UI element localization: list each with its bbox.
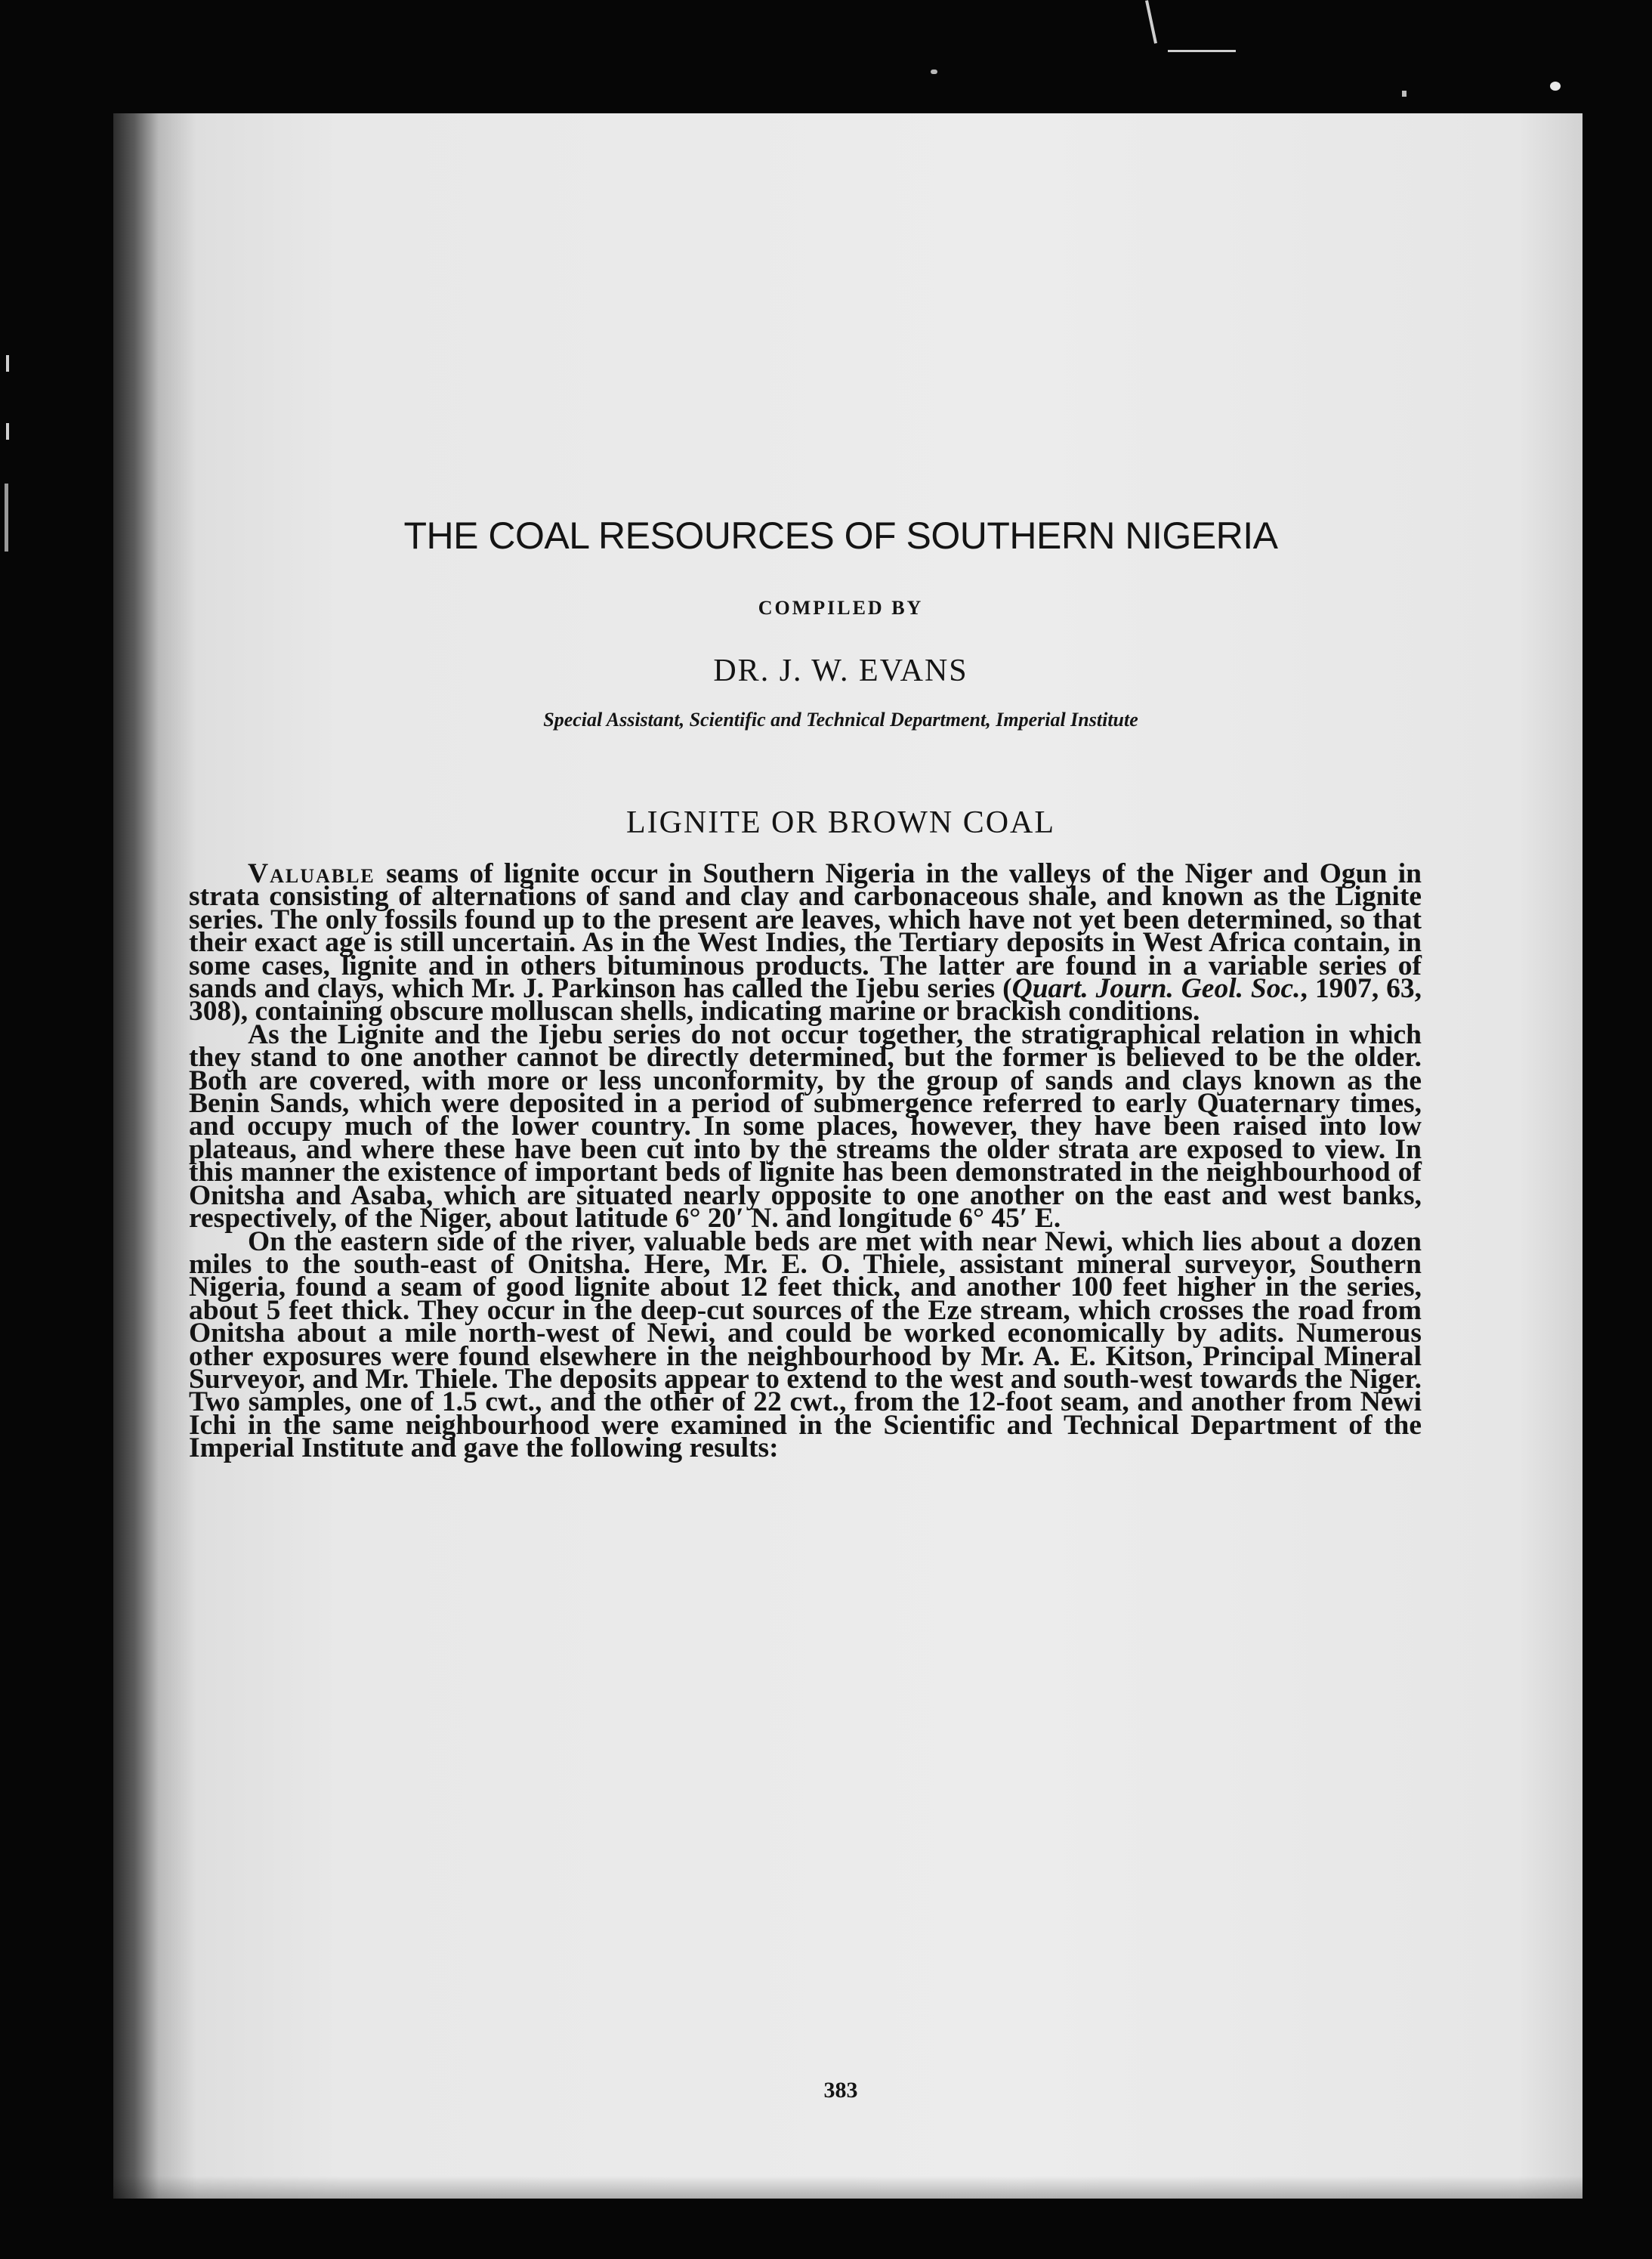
paragraph-3: On the eastern side of the river, valuable beds are met with near Newi, which lies about a dozen miles to the south-east of Onitsha. Here, Mr. E. O. Thiele, assistant mineral surveyor, Southern Nigeria, found a seam of good lignite about 12 feet thick, and another 100 feet higher in the series, about 5 feet thick. They occur in the deep-cut sources of the Eze stream, which crosses the road from Onitsha about a mile north-west of Newi, and could be worked economically by adits. Numerous other exposures were found elsewhere in the neighbourhood by Mr. A. E. Kitson, Principal Mineral Surveyor, and Mr. Thiele. The deposits appear to extend to the west and south-west towards the Niger. Two samples, one of 1.5 cwt., and the other of 22 cwt., from the 12-foot seam, and another from Newi Ichi in the same neighbourhood were examined in the Scientific and Technical Department of the Imperial Institute and gave the following results:: [189, 1225, 1422, 1464]
film-scratch: [6, 423, 9, 440]
section-heading: LIGNITE OR BROWN COAL: [625, 805, 1056, 840]
paragraph-2: As the Lignite and the Ijebu series do not occur together, the stratigraphical relation in which they stand to one another cannot be directly determined, but the former is believed to be the older. Both are covered, with more or less unconformity, by the group of sands and clays known as the Benin Sands, which were deposited in a period of submergence referred to early Quaternary times, and occupy much of the lower country. In some places, however, they have been raised into low plateaus, and where these have been cut into by the streams the older strata are exposed to view. In this manner the existence of important beds of lignite has been demonstrated in the neighbourhood of Onitsha and Asaba, which are situated nearly opposite to one another on the east and west banks, respectively, of the Niger, about latitude 6° 20′ N. and longitude 6° 45′ E.: [189, 1018, 1422, 1235]
lead-word: Valuable: [248, 858, 375, 889]
film-scratch: [6, 355, 9, 372]
film-speck: [1550, 82, 1561, 91]
film-speck: [931, 70, 937, 74]
scanned-page: [113, 113, 1583, 2199]
article-title: THE COAL RESOURCES OF SOUTHERN NIGERIA: [403, 515, 1278, 557]
film-scratch: [5, 484, 8, 552]
article-body: [189, 858, 1422, 1464]
page-number: 383: [823, 2078, 858, 2103]
paragraph-1: [189, 858, 1422, 1028]
author-name: DR. J. W. EVANS: [713, 654, 968, 688]
film-scratch: [1168, 50, 1236, 52]
paragraph-1-text-end: , 1907, 63, 308), containing obscure molluscan shells, indicating marine or brackish conditions.: [189, 973, 1422, 1028]
author-affiliation: Special Assistant, Scientific and Technical Department, Imperial Institute: [543, 709, 1138, 731]
compiled-by-label: COMPILED BY: [758, 597, 924, 619]
journal-citation: Quart. Journ. Geol. Soc.: [1011, 973, 1301, 1005]
film-speck: [1402, 91, 1407, 97]
paragraph-1-text: seams of lignite occur in Southern Nigeria in the valleys of the Niger and Ogun in strata consisting of alternations of sand and clay and carbonaceous shale, and known as the Lignite series. The only fossils found up to the present are leaves, which have not yet been determined, so that their exact age is still uncertain. As in the West Indies, the Tertiary deposits in West Africa contain, in some cases, lignite and in others bituminous products. The latter are found in a variable series of sands and clays, which Mr. J. Parkinson has called the Ijebu series (: [189, 858, 1422, 1005]
film-scratch: [1145, 0, 1157, 44]
page-shadow: [113, 2176, 1583, 2199]
